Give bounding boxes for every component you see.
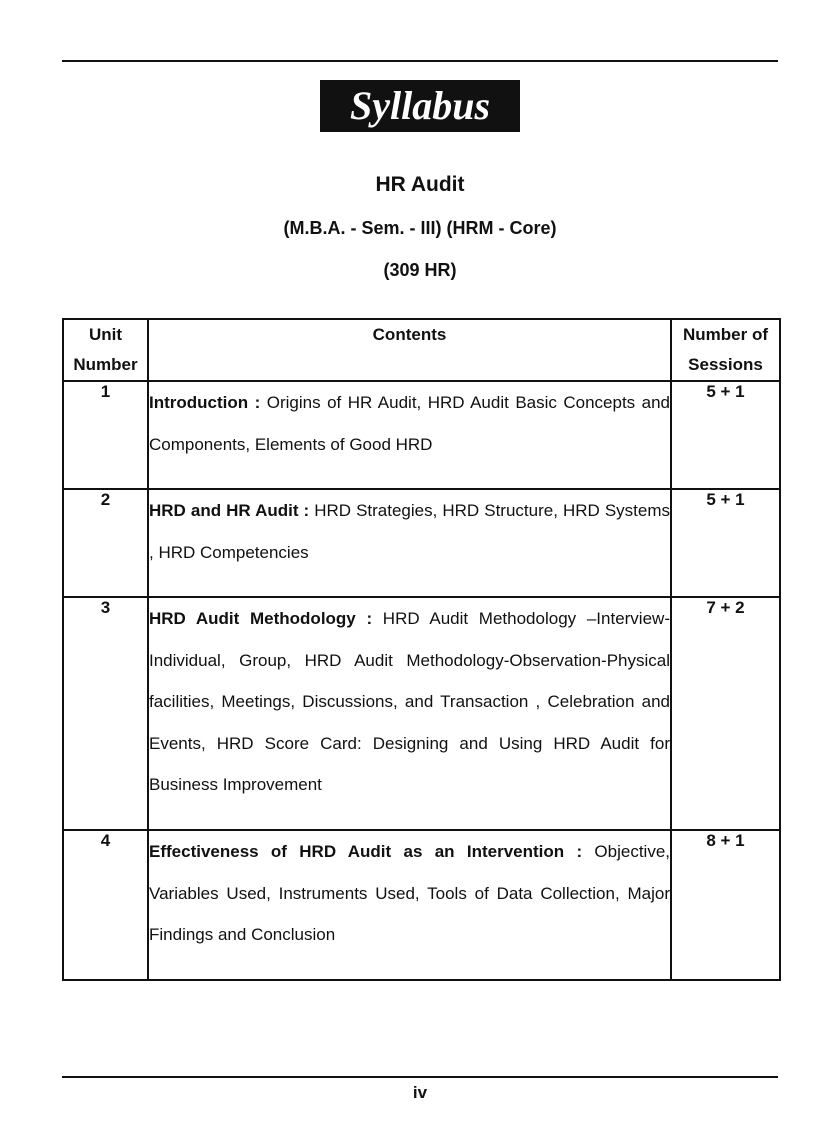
- course-code: (309 HR): [383, 260, 457, 280]
- table-row: [63, 381, 780, 489]
- unit-contents: [148, 597, 671, 830]
- header-contents-label: Contents: [372, 325, 447, 344]
- header-sessions: [671, 319, 780, 381]
- syllabus-banner: Syllabus: [320, 80, 520, 132]
- unit-contents: [148, 830, 671, 980]
- unit-topic: HRD and HR Audit :: [149, 501, 310, 520]
- unit-topic: HRD Audit Methodology :: [149, 609, 373, 628]
- unit-sessions: 7 + 2: [671, 597, 780, 830]
- unit-number: 2: [63, 489, 148, 597]
- course-title: HR Audit: [375, 173, 465, 196]
- unit-detail: Objective, Variables Used, Instruments Used, Tools of Data Collection, Major Findings and Conclusion: [149, 842, 670, 944]
- unit-sessions: 5 + 1: [671, 381, 780, 489]
- page-number: iv: [412, 1083, 428, 1102]
- table-row: [63, 489, 780, 597]
- unit-contents: [148, 489, 671, 597]
- unit-sessions: 8 + 1: [671, 830, 780, 980]
- header-contents: [148, 319, 671, 381]
- unit-topic: Effectiveness of HRD Audit as an Intervention :: [149, 842, 583, 861]
- unit-sessions: 5 + 1: [671, 489, 780, 597]
- unit-detail: HRD Strategies, HRD Structure, HRD Systems , HRD Competencies: [149, 501, 670, 562]
- table-row: [63, 597, 780, 830]
- table-header-row: [63, 319, 780, 381]
- unit-number: 1: [63, 381, 148, 489]
- course-subtitle: (M.B.A. - Sem. - III) (HRM - Core): [283, 218, 557, 238]
- unit-number: 4: [63, 830, 148, 980]
- header-unit-line2: Number: [73, 355, 138, 374]
- unit-topic: Introduction :: [149, 393, 261, 412]
- unit-detail: Origins of HR Audit, HRD Audit Basic Concepts and Components, Elements of Good HRD: [149, 393, 671, 454]
- header-sessions-line2: Sessions: [688, 355, 763, 374]
- unit-detail: HRD Audit Methodology –Interview-Individual, Group, HRD Audit Methodology-Observation-Physical facilities, Meetings, Discussions, and Transaction , Celebration and Events, HRD Score Card: Designing and Using HRD Audit for Business Improvement: [149, 609, 670, 794]
- bottom-rule: [62, 1076, 778, 1078]
- table-row: [63, 830, 780, 980]
- top-rule: [62, 60, 778, 62]
- syllabus-table: [62, 318, 781, 981]
- header-unit-number: [63, 319, 148, 381]
- header-unit-line1: Unit: [88, 325, 123, 344]
- unit-contents: [148, 381, 671, 489]
- header-sessions-line1: Number of: [683, 325, 768, 344]
- unit-number: 3: [63, 597, 148, 830]
